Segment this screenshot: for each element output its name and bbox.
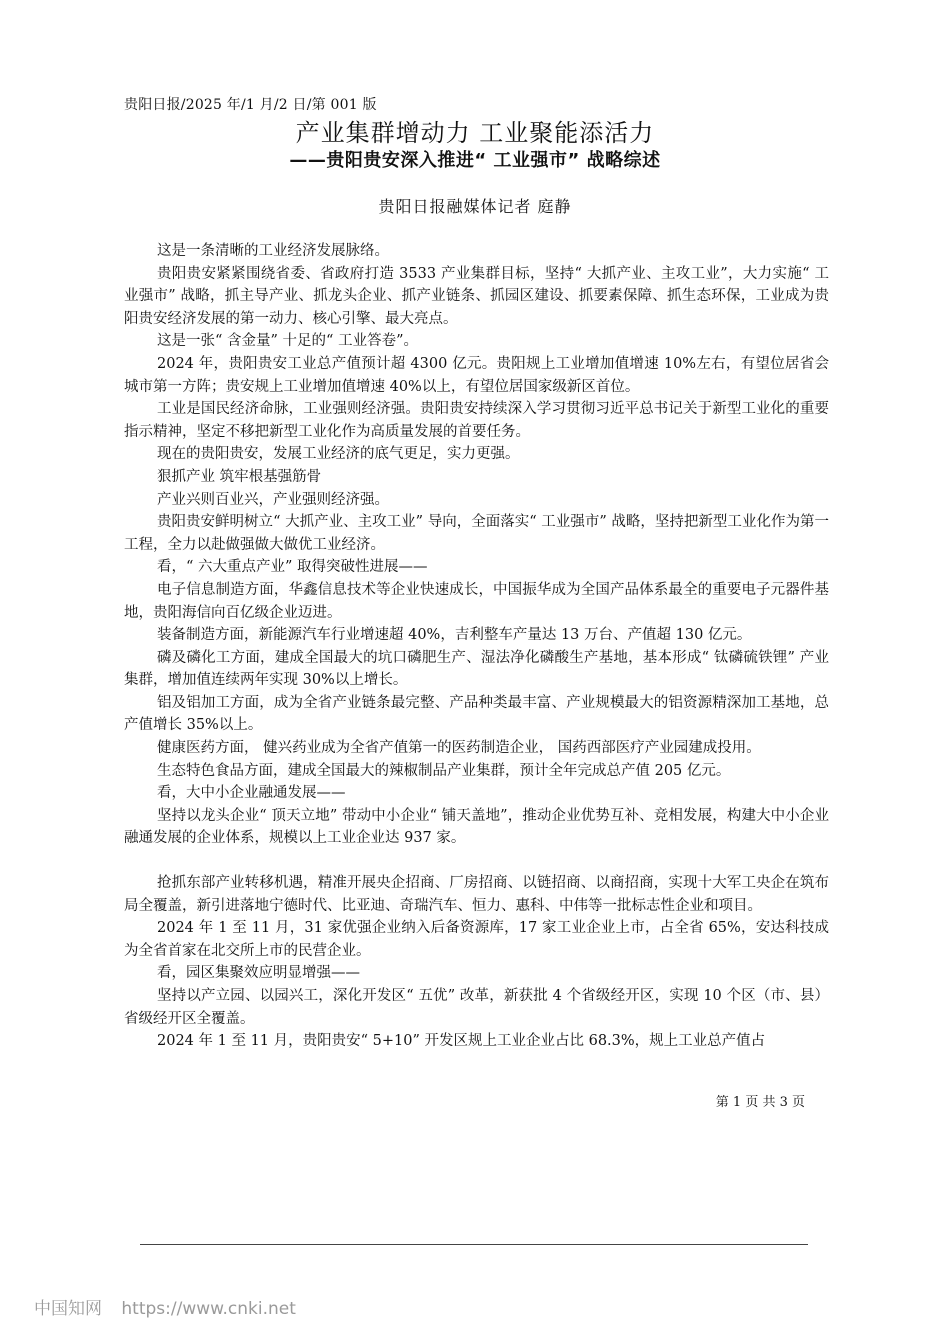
watermark-footer [34, 1294, 310, 1319]
paragraph: 这是一条清晰的工业经济发展脉络。 [157, 243, 389, 259]
section-heading: 狠抓产业 筑牢根基强筋骨 [157, 468, 322, 485]
site-name: 中国知网 [34, 1299, 102, 1319]
paragraph: 坚持以龙头企业“ 顶天立地” 带动中小企业“ 铺天盖地”，推动企业优势互补、竞相发展，构建大中小企业融通发展的企业体系，规模以上工业企业达 937 家。 [124, 807, 829, 847]
paragraph: 看，“ 六大重点产业” 取得突破性进展—— [157, 559, 428, 576]
article-body [124, 240, 829, 1053]
article-author: 贵阳日报融媒体记者 庭静 [378, 197, 572, 216]
site-url[interactable]: https://www.cnki.net [121, 1299, 296, 1319]
paragraph: 装备制造方面，新能源汽车行业增速超 40%，吉利整车产量达 13 万台、产值超 130 亿元。 [157, 627, 752, 644]
paragraph: 产业兴则百业兴，产业强则经济强。 [157, 491, 389, 508]
paragraph: 看，大中小企业融通发展—— [157, 785, 346, 802]
paragraph: 铝及铝加工方面，成为全省产业链条最完整、产品种类最丰富、产业规模最大的铝资源精深加工基地，总产值增长 35%以上。 [124, 694, 829, 734]
paragraph: 这是一张“ 含金量” 十足的“ 工业答卷”。 [157, 333, 418, 350]
publication-source: 贵阳日报/2025 年/1 月/2 日/第 001 版 [124, 97, 377, 113]
paragraph: 坚持以产立园、以园兴工，深化开发区“ 五优” 改革，新获批 4 个省级经开区，实现 10 个区（市、县）省级经开区全覆盖。 [124, 988, 829, 1027]
paragraph: 2024 年 1 至 11 月，贵阳贵安“ 5+10” 开发区规上工业企业占比 68.3%，规上工业总产值占 [157, 1033, 766, 1050]
paragraph: 抢抓东部产业转移机遇，精准开展央企招商、厂房招商、以链招商、以商招商，实现十大军工央企在筑布局全覆盖，新引进落地宁德时代、比亚迪、奇瑞汽车、恒力、惠科、中伟等一批标志性企业和项目。 [124, 875, 829, 914]
page-number: 第 1 页 共 3 页 [715, 1095, 805, 1110]
paragraph: 贵阳贵安紧紧围绕省委、省政府打造 3533 产业集群目标，坚持“ 大抓产业、主攻工业”，大力实施“ 工业强市” 战略，抓主导产业、抓龙头企业、抓产业链条、抓园区建设、抓要素保障、抓生态环保，工业成为贵阳贵安经济发展的第一动力、核心引擎、最大亮点。 [124, 265, 829, 327]
paragraph: 工业是国民经济命脉，工业强则经济强。贵阳贵安持续深入学习贯彻习近平总书记关于新型工业化的重要指示精神，坚定不移把新型工业化作为高质量发展的首要任务。 [124, 401, 829, 440]
paragraph: 生态特色食品方面，建成全国最大的辣椒制品产业集群，预计全年完成总产值 205 亿元。 [157, 762, 731, 779]
paragraph: 磷及磷化工方面，建成全国最大的坑口磷肥生产、湿法净化磷酸生产基地，基本形成“ 钛磷硫铁锂” 产业集群，增加值连续两年实现 30%以上增长。 [124, 649, 829, 689]
paragraph: 2024 年，贵阳贵安工业总产值预计超 4300 亿元。贵阳规上工业增加值增速 10%左右，有望位居省会城市第一方阵；贵安规上工业增加值增速 40%以上，有望位居国家级新区首位。 [124, 355, 829, 395]
paragraph: 看，园区集聚效应明显增强—— [157, 965, 360, 982]
paragraph: 现在的贵阳贵安，发展工业经济的底气更足，实力更强。 [157, 446, 520, 463]
footer-divider [140, 1244, 808, 1245]
paragraph: 健康医药方面， 健兴药业成为全省产值第一的医药制造企业， 国药西部医疗产业园建成投用。 [157, 740, 761, 757]
paragraph: 电子信息制造方面，华鑫信息技术等企业快速成长，中国振华成为全国产品体系最全的重要电子元器件基地，贵阳海信向百亿级企业迈进。 [124, 581, 829, 621]
article-subtitle: ——贵阳贵安深入推进“ 工业强市” 战略综述 [289, 150, 661, 171]
paragraph: 贵阳贵安鲜明树立“ 大抓产业、主攻工业” 导向，全面落实“ 工业强市” 战略，坚持把新型工业化作为第一工程，全力以赴做强做大做优工业经济。 [124, 514, 829, 553]
article-title: 产业集群增动力 工业聚能添活力 [295, 119, 655, 147]
paragraph: 2024 年 1 至 11 月，31 家优强企业纳入后备资源库，17 家工业企业上市，占全省 65%，安达科技成为全省首家在北交所上市的民营企业。 [124, 920, 829, 959]
